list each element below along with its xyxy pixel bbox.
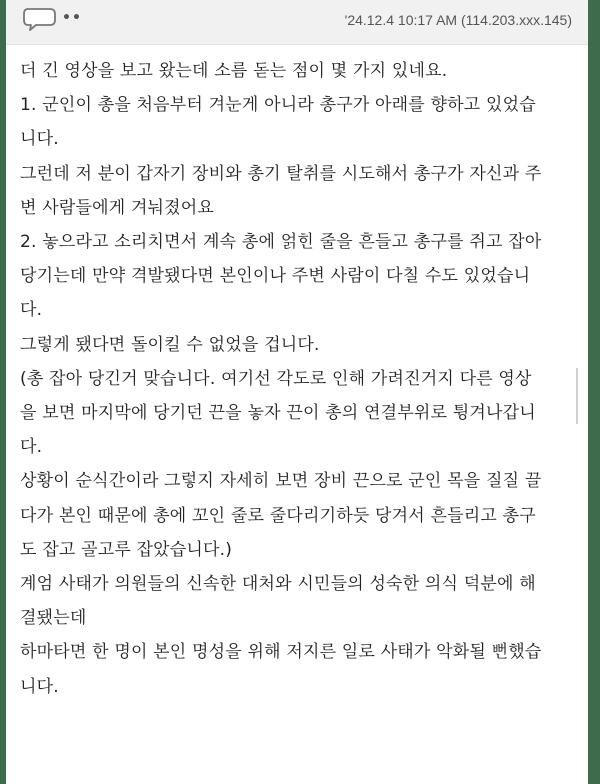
body-line: 상황이 순식간이라 그렇지 자세히 보면 장비 끈으로 군인 목을 질질 끌 (20, 471, 542, 492)
body-line: 니다. (20, 676, 59, 697)
body-line: 다. (20, 437, 43, 458)
ip-address: (114.203.xxx.145) (460, 12, 572, 28)
body-line: 더 긴 영상을 보고 왔는데 소름 돋는 점이 몇 가지 있네요. (20, 61, 448, 81)
body-line: 결됐는데 (20, 608, 87, 629)
timestamp: '24.12.4 10:17 AM (344, 12, 458, 28)
comment-header (6, 0, 588, 45)
scrollbar[interactable] (576, 368, 578, 424)
body-line: 다. (20, 300, 43, 321)
author-masked: •• (62, 10, 82, 26)
body-line: 2. 놓으라고 소리치면서 계속 총에 얽힌 줄을 흔들고 총구를 쥐고 잡아 (20, 232, 542, 253)
body-line: 그렇게 됐다면 돌이킬 수 없었을 겁니다. (20, 334, 320, 355)
speech-bubble-icon (22, 6, 58, 32)
body-line: 당기는데 만약 격발됐다면 본인이나 주변 사람이 다칠 수도 있었습니 (20, 266, 531, 287)
comment-meta (345, 12, 572, 28)
body-line: 변 사람들에게 겨눠졌어요 (20, 197, 215, 218)
body-line: 니다. (20, 129, 59, 150)
body-line: 1. 군인이 총을 처음부터 겨눈게 아니라 총구가 아래를 향하고 있었습 (20, 95, 536, 116)
comment-body (20, 54, 584, 704)
body-line: 도 잡고 골고루 잡았습니다.) (20, 539, 233, 560)
body-line: (총 잡아 당긴거 맞습니다. 여기선 각도로 인해 가려진거지 다른 영상 (20, 368, 532, 389)
body-line: 하마타면 한 명이 본인 명성을 위해 저지른 일로 사태가 악화될 뻔했습 (20, 642, 542, 663)
comment-card (6, 0, 588, 784)
body-line: 을 보면 마지막에 당기던 끈을 놓자 끈이 총의 연결부위로 튕겨나갑니 (20, 403, 536, 424)
body-line: 그런데 저 분이 갑자기 장비와 총기 탈취를 시도해서 총구가 자신과 주 (20, 163, 542, 184)
body-line: 다가 본인 때문에 총에 꼬인 줄로 줄다리기하듯 당겨서 흔들리고 총구 (20, 505, 536, 526)
body-line: 계엄 사태가 의원들의 신속한 대처와 시민들의 성숙한 의식 덕분에 해 (20, 574, 536, 595)
